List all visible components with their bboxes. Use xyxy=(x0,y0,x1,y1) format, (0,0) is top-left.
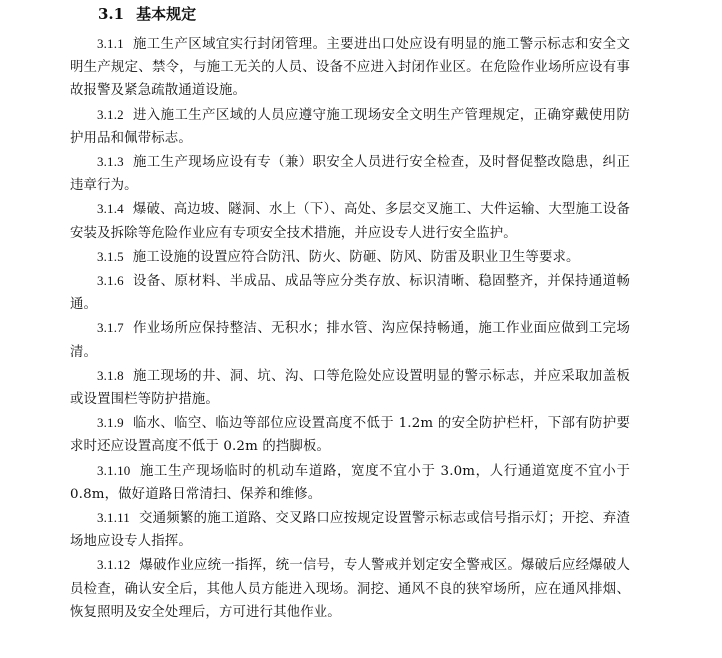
clause-text: 施工现场的井、洞、坑、沟、口等危险处应设置明显的警示标志，并应采取加盖板或设置围栏等防护措施。 xyxy=(70,368,630,408)
clause-3-1-12 xyxy=(70,553,630,624)
clause-number: 3.1.2 xyxy=(97,106,124,122)
clause-3-1-2 xyxy=(70,103,630,150)
clause-3-1-3 xyxy=(70,150,630,197)
clause-text: 设备、原材料、半成品、成品等应分类存放、标识清晰、稳固整齐，并保持通道畅通。 xyxy=(70,274,630,313)
clause-3-1-6 xyxy=(70,269,630,316)
clause-text: 爆破作业应统一指挥，统一信号，专人警戒并划定安全警戒区。爆破后应经爆破人员检查，确认安全后，其他人员方能进入现场。洞挖、通风不良的狭窄场所，应在通风排烟、恢复照明及安全处理后，方可进行其他作业。 xyxy=(70,558,630,620)
clause-number: 3.1.3 xyxy=(97,154,124,170)
clause-text: 交通频繁的施工道路、交叉路口应按规定设置警示标志或信号指示灯；开挖、弃渣场地应设专人指挥。 xyxy=(70,511,630,550)
clause-number: 3.1.12 xyxy=(97,557,131,573)
clause-3-1-8 xyxy=(70,364,630,411)
clause-number: 3.1.8 xyxy=(97,367,124,383)
clause-3-1-11 xyxy=(70,506,630,553)
clause-3-1-1 xyxy=(70,32,630,103)
section-heading xyxy=(98,4,196,24)
clause-number: 3.1.5 xyxy=(97,248,124,264)
clause-3-1-4 xyxy=(70,197,630,244)
clause-3-1-10 xyxy=(70,459,630,506)
clause-number: 3.1.6 xyxy=(97,273,124,289)
section-number: 3.1 xyxy=(98,5,125,23)
clause-text: 施工生产现场临时的机动车道路，宽度不宜小于 3.0m，人行通道宽度不宜小于 0.8m，做好道路日常清扫、保养和维修。 xyxy=(70,463,630,502)
clause-text: 施工生产现场应设有专（兼）职安全人员进行安全检查，及时督促整改隐患，纠正违章行为。 xyxy=(70,155,630,194)
clause-text: 作业场所应保持整洁、无积水；排水管、沟应保持畅通，施工作业面应做到工完场清。 xyxy=(70,321,630,360)
clause-text: 爆破、高边坡、隧洞、水上（下）、高处、多层交叉施工、大件运输、大型施工设备安装及拆除等危险作业应有专项安全技术措施，并应设专人进行安全监护。 xyxy=(70,202,630,241)
clause-text: 施工生产区域宜实行封闭管理。主要进出口处应设有明显的施工警示标志和安全文明生产规定、禁令，与施工无关的人员、设备不应进入封闭作业区。在危险作业场所应设有事故报警及紧急疏散通道设施。 xyxy=(70,37,630,99)
clause-list xyxy=(70,32,630,624)
section-title: 基本规定 xyxy=(136,5,197,23)
clause-number: 3.1.11 xyxy=(97,510,130,526)
clause-3-1-9 xyxy=(70,411,630,458)
clause-number: 3.1.4 xyxy=(97,201,124,217)
clause-text: 临水、临空、临边等部位应设置高度不低于 1.2m 的安全防护栏杆，下部有防护要求时还应设置高度不低于 0.2m 的挡脚板。 xyxy=(70,416,630,455)
clause-number: 3.1.10 xyxy=(97,462,131,478)
clause-3-1-7 xyxy=(70,316,630,363)
clause-number: 3.1.1 xyxy=(97,36,124,51)
clause-3-1-5 xyxy=(70,245,630,269)
clause-text: 施工设施的设置应符合防汛、防火、防砸、防风、防雷及职业卫生等要求。 xyxy=(132,249,580,265)
clause-number: 3.1.7 xyxy=(97,320,124,336)
clause-number: 3.1.9 xyxy=(97,415,124,431)
clause-text: 进入施工生产区域的人员应遵守施工现场安全文明生产管理规定，正确穿戴使用防护用品和佩带标志。 xyxy=(70,107,630,146)
